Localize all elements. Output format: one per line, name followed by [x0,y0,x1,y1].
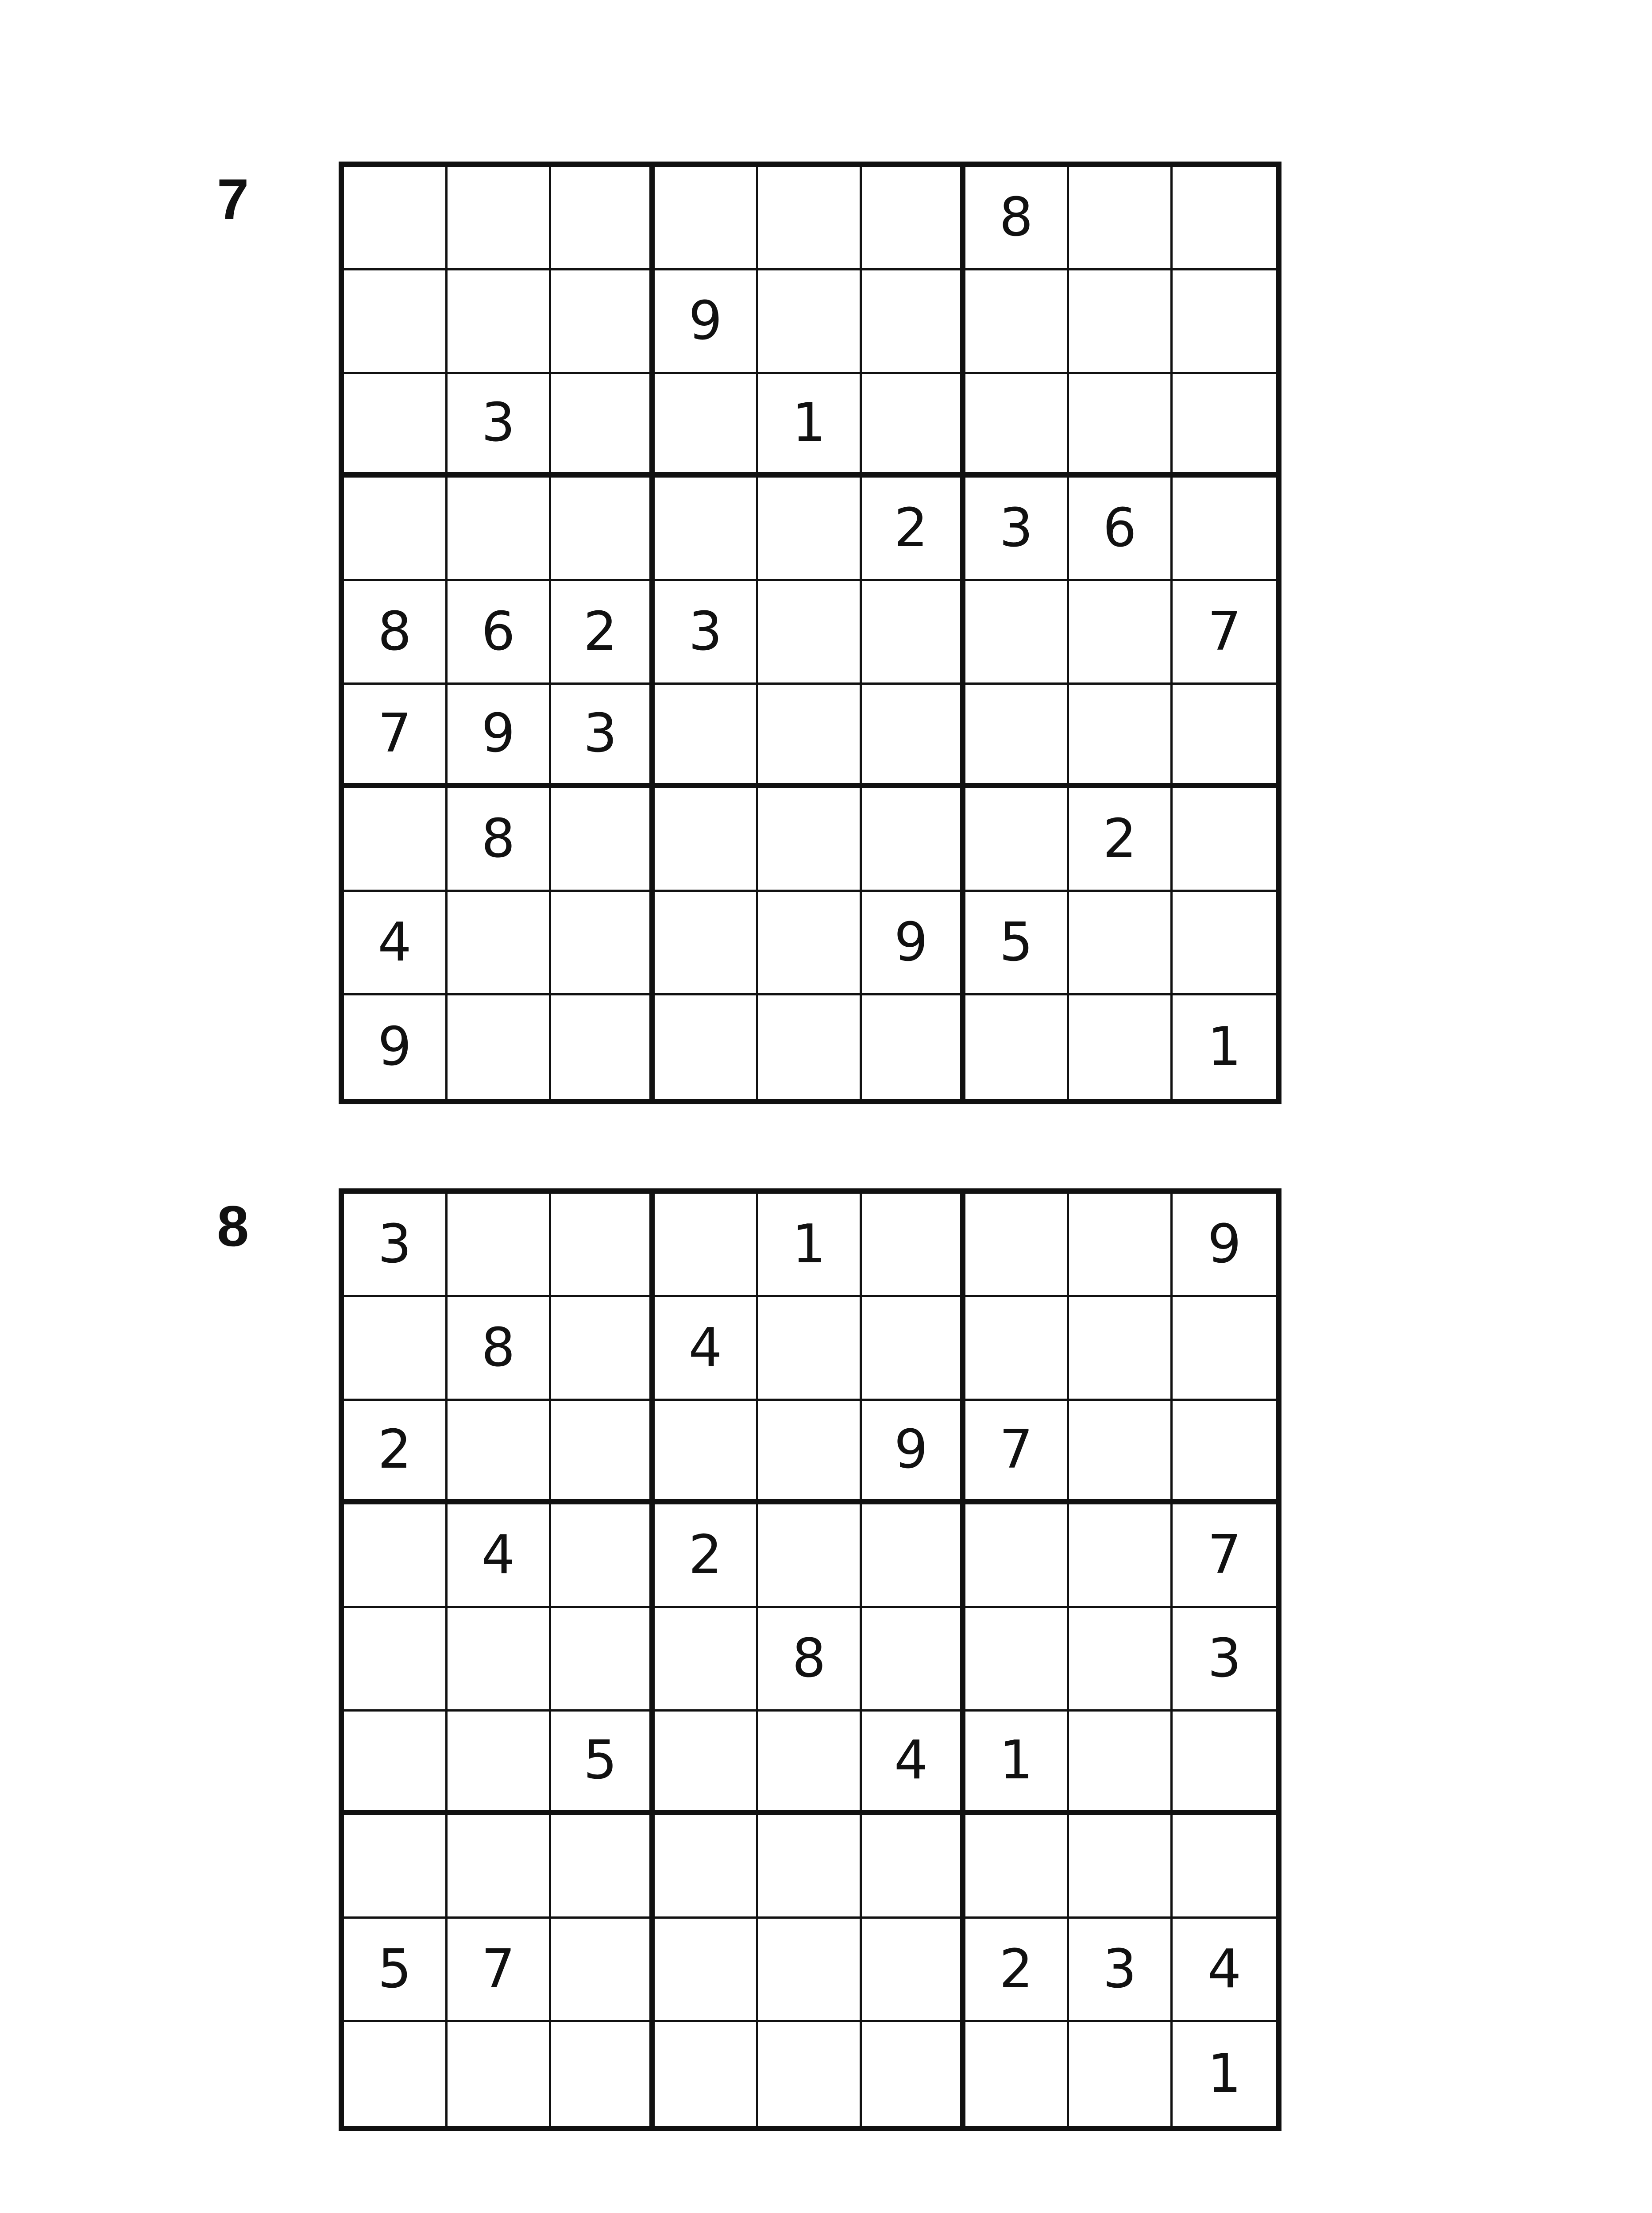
sudoku-cell-r1-c2[interactable] [448,1194,551,1297]
sudoku-cell-r8-c6[interactable]: 9 [862,892,965,995]
sudoku-cell-r8-c7[interactable]: 2 [965,1919,1069,2022]
sudoku-cell-r5-c6[interactable] [862,581,965,685]
sudoku-cell-r1-c6[interactable] [862,167,965,270]
sudoku-cell-r3-c5[interactable] [758,1401,862,1504]
sudoku-cell-r9-c1[interactable]: 9 [344,995,448,1099]
sudoku-cell-r2-c4[interactable]: 9 [655,270,758,374]
sudoku-cell-r9-c7[interactable] [965,2022,1069,2126]
sudoku-cell-r7-c4[interactable] [655,788,758,892]
sudoku-cell-r7-c5[interactable] [758,788,862,892]
sudoku-cell-r4-c8[interactable]: 6 [1069,478,1173,581]
sudoku-cell-r8-c7[interactable]: 5 [965,892,1069,995]
sudoku-cell-r3-c3[interactable] [551,374,655,478]
sudoku-cell-r3-c3[interactable] [551,1401,655,1504]
sudoku-cell-r2-c6[interactable] [862,270,965,374]
sudoku-cell-r1-c5[interactable] [758,167,862,270]
sudoku-cell-r7-c6[interactable] [862,1815,965,1919]
sudoku-cell-r8-c4[interactable] [655,1919,758,2022]
sudoku-cell-r8-c3[interactable] [551,892,655,995]
sudoku-cell-r2-c6[interactable] [862,1297,965,1401]
sudoku-cell-r1-c3[interactable] [551,1194,655,1297]
sudoku-cell-r8-c8[interactable] [1069,892,1173,995]
sudoku-puzzle-8 [0,1027,1652,2105]
sudoku-cell-r7-c3[interactable] [551,1815,655,1919]
sudoku-cell-r4-c8[interactable] [1069,1504,1173,1608]
sudoku-cell-r6-c6[interactable] [862,685,965,788]
sudoku-cell-r4-c1[interactable] [344,1504,448,1608]
sudoku-cell-r3-c1[interactable] [344,374,448,478]
sudoku-cell-r7-c4[interactable] [655,1815,758,1919]
sudoku-cell-r3-c7[interactable]: 7 [965,1401,1069,1504]
sudoku-cell-r5-c9[interactable]: 7 [1173,581,1276,685]
sudoku-cell-r1-c7[interactable] [965,1194,1069,1297]
sudoku-cell-r8-c9[interactable] [1173,892,1276,995]
sudoku-cell-r5-c5[interactable] [758,581,862,685]
sudoku-cell-r2-c9[interactable] [1173,270,1276,374]
sudoku-cell-r4-c4[interactable]: 2 [655,1504,758,1608]
sudoku-cell-r2-c7[interactable] [965,270,1069,374]
sudoku-cell-r6-c7[interactable] [965,685,1069,788]
sudoku-cell-r1-c2[interactable] [448,167,551,270]
sudoku-cell-r9-c2[interactable] [448,2022,551,2126]
sudoku-cell-r3-c2[interactable] [448,1401,551,1504]
sudoku-cell-r1-c4[interactable] [655,167,758,270]
sudoku-cell-r4-c1[interactable] [344,478,448,581]
sudoku-cell-r6-c8[interactable] [1069,1712,1173,1815]
sudoku-cell-r8-c2[interactable] [448,892,551,995]
sudoku-cell-r3-c9[interactable] [1173,374,1276,478]
sudoku-cell-r8-c6[interactable] [862,1919,965,2022]
sudoku-cell-r2-c3[interactable] [551,270,655,374]
sudoku-cell-r7-c7[interactable] [965,788,1069,892]
sudoku-cell-r8-c5[interactable] [758,892,862,995]
sudoku-cell-r3-c4[interactable] [655,1401,758,1504]
sudoku-cell-r6-c3[interactable]: 5 [551,1712,655,1815]
sudoku-grid [339,162,1281,1104]
sudoku-cell-r3-c6[interactable]: 9 [862,1401,965,1504]
sudoku-cell-r6-c4[interactable] [655,685,758,788]
sudoku-cell-r4-c3[interactable] [551,1504,655,1608]
sudoku-cell-r4-c5[interactable] [758,1504,862,1608]
sudoku-cell-r9-c1[interactable] [344,2022,448,2126]
sudoku-cell-r9-c3[interactable] [551,2022,655,2126]
sudoku-cell-r5-c2[interactable] [448,1608,551,1712]
sudoku-cell-r6-c1[interactable]: 7 [344,685,448,788]
sudoku-cell-r7-c7[interactable] [965,1815,1069,1919]
sudoku-cell-r5-c5[interactable]: 8 [758,1608,862,1712]
sudoku-cell-r3-c5[interactable]: 1 [758,374,862,478]
sudoku-cell-r6-c9[interactable] [1173,1712,1276,1815]
sudoku-cell-r8-c9[interactable]: 4 [1173,1919,1276,2022]
sudoku-cell-r7-c2[interactable]: 8 [448,788,551,892]
sudoku-cell-r2-c4[interactable]: 4 [655,1297,758,1401]
sudoku-cell-r2-c5[interactable] [758,1297,862,1401]
sudoku-cell-r8-c5[interactable] [758,1919,862,2022]
puzzle-number: 7 [217,167,249,231]
sudoku-cell-r3-c9[interactable] [1173,1401,1276,1504]
sudoku-cell-r2-c2[interactable]: 8 [448,1297,551,1401]
sudoku-cell-r1-c6[interactable] [862,1194,965,1297]
sudoku-cell-r8-c1[interactable]: 4 [344,892,448,995]
sudoku-cell-r2-c9[interactable] [1173,1297,1276,1401]
sudoku-cell-r7-c8[interactable]: 2 [1069,788,1173,892]
sudoku-cell-r2-c5[interactable] [758,270,862,374]
sudoku-cell-r3-c6[interactable] [862,374,965,478]
sudoku-cell-r4-c2[interactable] [448,478,551,581]
sudoku-cell-r9-c4[interactable] [655,2022,758,2126]
sudoku-cell-r4-c9[interactable] [1173,478,1276,581]
sudoku-cell-r9-c5[interactable] [758,2022,862,2126]
sudoku-cell-r3-c1[interactable]: 2 [344,1401,448,1504]
sudoku-cell-r9-c9[interactable]: 1 [1173,995,1276,1099]
sudoku-cell-r5-c3[interactable]: 2 [551,581,655,685]
sudoku-cell-r8-c3[interactable] [551,1919,655,2022]
sudoku-cell-r6-c6[interactable]: 4 [862,1712,965,1815]
sudoku-cell-r9-c9[interactable]: 1 [1173,2022,1276,2126]
sudoku-cell-r1-c8[interactable] [1069,167,1173,270]
sudoku-cell-r5-c1[interactable]: 8 [344,581,448,685]
sudoku-cell-r7-c6[interactable] [862,788,965,892]
sudoku-cell-r1-c9[interactable]: 9 [1173,1194,1276,1297]
sudoku-cell-r5-c4[interactable] [655,1608,758,1712]
sudoku-cell-r6-c5[interactable] [758,1712,862,1815]
sudoku-cell-r1-c9[interactable] [1173,167,1276,270]
sudoku-cell-r4-c4[interactable] [655,478,758,581]
sudoku-cell-r4-c3[interactable] [551,478,655,581]
sudoku-cell-r1-c7[interactable]: 8 [965,167,1069,270]
sudoku-cell-r5-c2[interactable]: 6 [448,581,551,685]
sudoku-cell-r1-c4[interactable] [655,1194,758,1297]
sudoku-cell-r4-c5[interactable] [758,478,862,581]
sudoku-cell-r1-c1[interactable]: 3 [344,1194,448,1297]
sudoku-cell-r3-c8[interactable] [1069,374,1173,478]
sudoku-puzzle-7 [0,0,1652,1078]
sudoku-cell-r3-c4[interactable] [655,374,758,478]
sudoku-cell-r6-c2[interactable]: 9 [448,685,551,788]
sudoku-cell-r4-c7[interactable]: 3 [965,478,1069,581]
sudoku-cell-r4-c6[interactable]: 2 [862,478,965,581]
sudoku-cell-r5-c8[interactable] [1069,1608,1173,1712]
sudoku-cell-r2-c2[interactable] [448,270,551,374]
sudoku-cell-r6-c2[interactable] [448,1712,551,1815]
sudoku-cell-r5-c7[interactable] [965,581,1069,685]
sudoku-cell-r2-c8[interactable] [1069,1297,1173,1401]
puzzle-number: 8 [217,1194,249,1258]
sudoku-cell-r5-c7[interactable] [965,1608,1069,1712]
sudoku-cell-r2-c7[interactable] [965,1297,1069,1401]
sudoku-cell-r6-c9[interactable] [1173,685,1276,788]
sudoku-cell-r1-c1[interactable] [344,167,448,270]
sudoku-cell-r2-c8[interactable] [1069,270,1173,374]
sudoku-cell-r8-c1[interactable]: 5 [344,1919,448,2022]
sudoku-grid [339,1188,1281,2131]
sudoku-cell-r6-c1[interactable] [344,1712,448,1815]
sudoku-cell-r6-c8[interactable] [1069,685,1173,788]
sudoku-cell-r5-c3[interactable] [551,1608,655,1712]
sudoku-cell-r7-c1[interactable] [344,1815,448,1919]
sudoku-cell-r4-c2[interactable]: 4 [448,1504,551,1608]
sudoku-cell-r7-c1[interactable] [344,788,448,892]
sudoku-cell-r9-c8[interactable] [1069,2022,1173,2126]
sudoku-cell-r6-c5[interactable] [758,685,862,788]
sudoku-cell-r6-c7[interactable]: 1 [965,1712,1069,1815]
sudoku-cell-r5-c8[interactable] [1069,581,1173,685]
sudoku-cell-r2-c3[interactable] [551,1297,655,1401]
sudoku-cell-r3-c7[interactable] [965,374,1069,478]
sudoku-cell-r7-c5[interactable] [758,1815,862,1919]
sudoku-cell-r7-c3[interactable] [551,788,655,892]
sudoku-cell-r4-c7[interactable] [965,1504,1069,1608]
sudoku-cell-r5-c6[interactable] [862,1608,965,1712]
sudoku-cell-r1-c8[interactable] [1069,1194,1173,1297]
sudoku-cell-r4-c6[interactable] [862,1504,965,1608]
sudoku-cell-r7-c9[interactable] [1173,788,1276,892]
sudoku-cell-r8-c8[interactable]: 3 [1069,1919,1173,2022]
sudoku-cell-r6-c4[interactable] [655,1712,758,1815]
sudoku-cell-r4-c9[interactable]: 7 [1173,1504,1276,1608]
sudoku-cell-r3-c8[interactable] [1069,1401,1173,1504]
sudoku-cell-r1-c3[interactable] [551,167,655,270]
sudoku-cell-r9-c6[interactable] [862,2022,965,2126]
sudoku-cell-r7-c9[interactable] [1173,1815,1276,1919]
sudoku-cell-r5-c1[interactable] [344,1608,448,1712]
sudoku-cell-r5-c4[interactable]: 3 [655,581,758,685]
sudoku-cell-r5-c9[interactable]: 3 [1173,1608,1276,1712]
sudoku-cell-r2-c1[interactable] [344,270,448,374]
sudoku-cell-r7-c2[interactable] [448,1815,551,1919]
sudoku-cell-r7-c8[interactable] [1069,1815,1173,1919]
sudoku-cell-r6-c3[interactable]: 3 [551,685,655,788]
sudoku-cell-r8-c2[interactable]: 7 [448,1919,551,2022]
sudoku-cell-r1-c5[interactable]: 1 [758,1194,862,1297]
sudoku-cell-r2-c1[interactable] [344,1297,448,1401]
sudoku-cell-r3-c2[interactable]: 3 [448,374,551,478]
sudoku-cell-r8-c4[interactable] [655,892,758,995]
